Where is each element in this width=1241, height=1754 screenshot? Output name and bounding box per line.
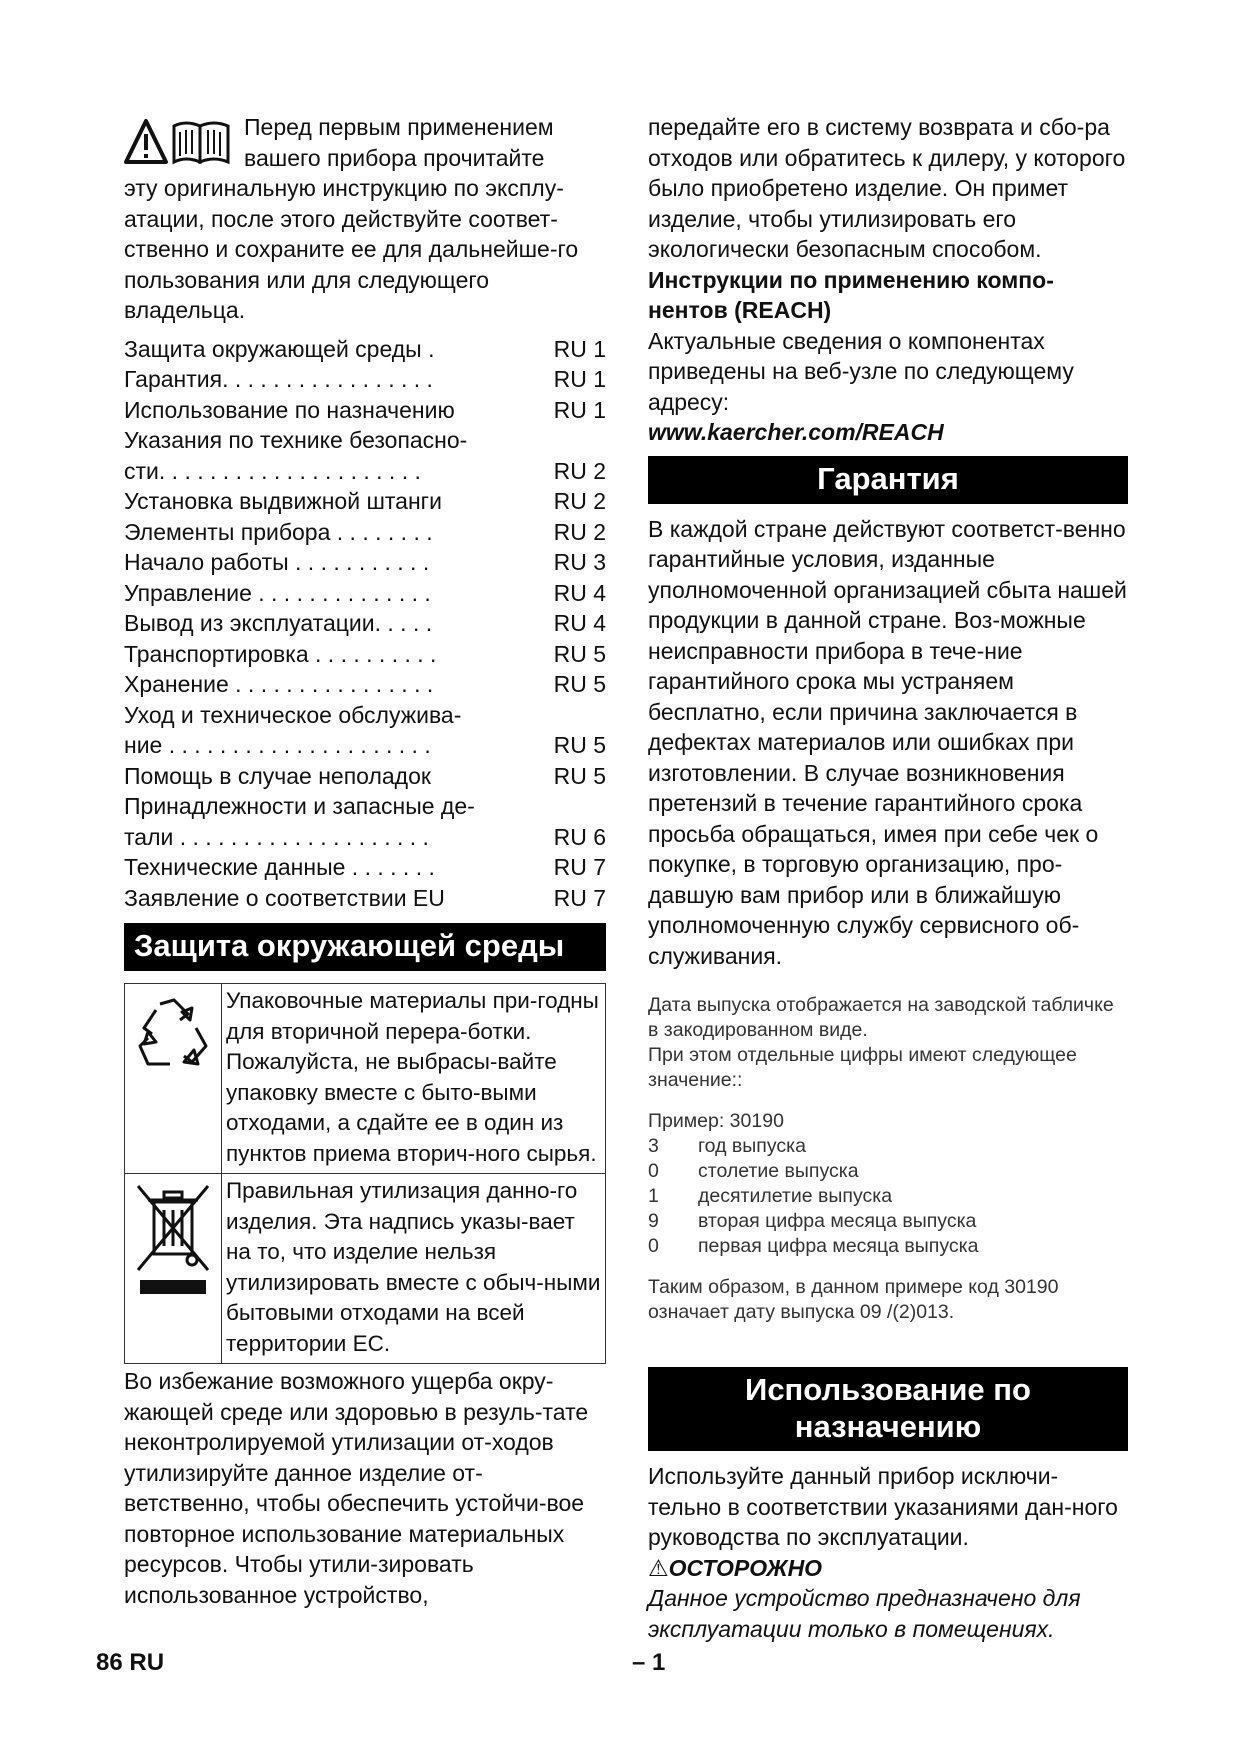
digit: 1 bbox=[648, 1185, 659, 1207]
toc-entry-maintenance[interactable] bbox=[124, 700, 606, 761]
digit-meaning: столетие выпуска bbox=[698, 1160, 859, 1182]
warning-text: Данное устройство предназначено для эксплуатации только в помещениях. bbox=[648, 1585, 1081, 1642]
plate-intro-2: При этом отдельные цифры имеют следующее значение:: bbox=[648, 1044, 1077, 1091]
list-item bbox=[648, 1209, 1128, 1234]
toc-entry-guarantee[interactable] bbox=[124, 364, 606, 395]
list-item bbox=[648, 1184, 1128, 1209]
intro-block bbox=[124, 112, 606, 326]
toc-page: RU 1 bbox=[553, 366, 606, 392]
toc-title: Транспортировка . . . . . . . . . . bbox=[124, 640, 437, 667]
toc-title: Хранение . . . . . . . . . . . . . . . . bbox=[124, 671, 434, 697]
warning-icon: ⚠ bbox=[648, 1554, 669, 1581]
toc-title: Установка выдвижной штанги bbox=[124, 488, 442, 514]
plate-intro-1: Дата выпуска отображается на заводской табличке в закодированном виде. bbox=[648, 994, 1114, 1041]
intro-text: эту оригинальную инструкцию по эксплу-атации, после этого действуйте соответ-ственно и сохраните ее для дальнейше-го пользования или для следующего владельца. bbox=[124, 175, 579, 323]
table-row bbox=[125, 1174, 606, 1364]
footer-page-label: 86 RU bbox=[96, 1649, 165, 1676]
digit-meaning: первая цифра месяца выпуска bbox=[698, 1235, 979, 1257]
digit-meaning: десятилетие выпуска bbox=[698, 1185, 893, 1207]
disposal-text: Правильная утилизация данно-го изделия. Эта надпись указы-вает на то, что изделие нельзя утилизировать вместе с обыч-ными бытовыми отходами на всей территории ЕС. bbox=[222, 1174, 606, 1364]
toc-page: RU 4 bbox=[553, 579, 606, 606]
toc-entry-troubleshooting[interactable] bbox=[124, 761, 606, 792]
toc-page: RU 2 bbox=[553, 518, 606, 545]
section-heading-guarantee: Гарантия bbox=[648, 456, 1128, 504]
list-item bbox=[648, 1134, 1128, 1159]
toc-page: RU 2 bbox=[553, 488, 606, 514]
toc-entry-storage[interactable] bbox=[124, 669, 606, 700]
toc-page: RU 6 bbox=[553, 823, 606, 850]
toc-entry-start-up[interactable] bbox=[124, 547, 606, 578]
toc-title: Использование по назначению bbox=[124, 396, 455, 423]
toc-title: Начало работы . . . . . . . . . . . bbox=[124, 549, 430, 575]
warning-manual-icon bbox=[124, 118, 232, 170]
environment-table bbox=[124, 983, 606, 1364]
footer-page-number: – 1 bbox=[632, 1649, 666, 1676]
toc-page: RU 3 bbox=[553, 549, 606, 575]
digit: 9 bbox=[648, 1210, 659, 1232]
left-column bbox=[124, 112, 606, 1610]
intended-use-text: Используйте данный прибор исключи-тельно в соответствии указаниями дан-ного руководства по эксплуатации. bbox=[648, 1463, 1118, 1550]
plate-example: Пример: 30190 bbox=[648, 1110, 784, 1132]
toc-page: RU 7 bbox=[553, 884, 606, 911]
toc-entry-shutdown[interactable] bbox=[124, 608, 606, 639]
crossed-bin-icon bbox=[130, 1180, 216, 1300]
toc-title: Защита окружающей среды . bbox=[124, 335, 435, 362]
toc-page: RU 5 bbox=[553, 671, 606, 697]
digit-meaning: вторая цифра месяца выпуска bbox=[698, 1210, 977, 1232]
toc-entry-device-elements[interactable] bbox=[124, 517, 606, 548]
digit-meaning: год выпуска bbox=[698, 1135, 806, 1157]
environment-continuation: передайте его в систему возврата и сбо-ра отходов или обратитесь к дилеру, у которого было приобретено изделие. Он примет изделие, чтобы утилизировать его экологически безопасным способом. bbox=[648, 114, 1126, 262]
packaging-text: Упаковочные материалы при-годны для вторичной перера-ботки. Пожалуйста, не выбрасы-вайте упаковку вместе с быто-выми отходами, а сдайте ее в один из пунктов приема вторич-ного сырья. bbox=[222, 984, 606, 1174]
intro-line-2: вашего прибора прочитайте bbox=[244, 144, 545, 171]
digit: 0 bbox=[648, 1160, 659, 1182]
toc-title-continued: тали . . . . . . . . . . . . . . . . . . . . bbox=[124, 823, 429, 850]
toc-page: RU 2 bbox=[553, 457, 606, 484]
section-heading-environment: Защита окружающей среды bbox=[124, 923, 606, 971]
toc-page: RU 7 bbox=[553, 854, 606, 880]
table-row bbox=[125, 984, 606, 1174]
guarantee-text: В каждой стране действуют соответст-венно гарантийные условия, изданные уполномоченной организацией сбыта нашей продукции в данной стране. Воз-можные неисправности прибора в тече-ние гарантийного срока мы устраняем бесплатно, если причина заключается в дефектах материалов или ошибках при изготовлении. В случае возникновения претензий в течение гарантийного срока просьба обращаться, имея при себе чек о покупке, в торговую организацию, про-давшую вам прибор или в ближайшую уполномоченную службу сервисного об-служивания. bbox=[648, 515, 1127, 969]
digit: 0 bbox=[648, 1235, 659, 1257]
toc-entry-technical-data[interactable] bbox=[124, 852, 606, 883]
toc-title: Заявление о соответствии EU bbox=[124, 884, 445, 911]
list-item bbox=[648, 1234, 1128, 1259]
toc-title: Управление . . . . . . . . . . . . . . bbox=[124, 579, 431, 606]
toc-title-continued: ние . . . . . . . . . . . . . . . . . . . . . bbox=[124, 732, 431, 758]
toc-title-continued: сти. . . . . . . . . . . . . . . . . . . . . bbox=[124, 457, 421, 484]
list-item bbox=[648, 1159, 1128, 1184]
environment-paragraph: Во избежание возможного ущерба окру-жающей среде или здоровью в резуль-тате неконтролируемой утилизации от-ходов утилизируйте данное изделие от-ветственно, чтобы обеспечить устойчи-вое повторное использование материальных ресурсов. Чтобы утили-зировать использованное устройство, bbox=[124, 1368, 589, 1608]
toc-entry-operation[interactable] bbox=[124, 578, 606, 609]
toc-title: Технические данные . . . . . . . bbox=[124, 854, 435, 880]
intro-line-1: Перед первым применением bbox=[244, 114, 554, 140]
toc-title: Элементы прибора . . . . . . . . bbox=[124, 518, 433, 545]
toc-entry-telescopic-rod[interactable] bbox=[124, 486, 606, 517]
reach-title: Инструкции по применению компо-нентов (REACH) bbox=[648, 266, 1054, 323]
digit: 3 bbox=[648, 1135, 659, 1157]
reach-link[interactable]: www.kaercher.com/REACH bbox=[648, 419, 944, 445]
recycle-icon bbox=[130, 990, 216, 1076]
toc-title: Уход и техническое обслужива- bbox=[124, 701, 462, 728]
warning-label: ОСТОРОЖНО bbox=[668, 1554, 823, 1581]
toc-entry-safety[interactable] bbox=[124, 425, 606, 486]
toc-entry-eu-declaration[interactable] bbox=[124, 883, 606, 914]
date-code-info bbox=[648, 993, 1128, 1325]
toc-title: Указания по технике безопасно- bbox=[124, 427, 468, 453]
toc-page: RU 5 bbox=[553, 640, 606, 667]
toc-entry-transport[interactable] bbox=[124, 639, 606, 670]
toc-entry-intended-use[interactable] bbox=[124, 395, 606, 426]
section-heading-intended-use bbox=[648, 1367, 1128, 1451]
toc-page: RU 5 bbox=[553, 762, 606, 789]
toc-title: Принадлежности и запасные де- bbox=[124, 793, 475, 819]
heading-line: назначению bbox=[794, 1409, 982, 1444]
toc-title: Гарантия. . . . . . . . . . . . . . . . . bbox=[124, 366, 433, 392]
toc-page: RU 1 bbox=[553, 396, 606, 423]
plate-summary: Таким образом, в данном примере код 30190 означает дату выпуска 09 /(2)013. bbox=[648, 1276, 1059, 1323]
warning-title bbox=[648, 1553, 1128, 1584]
toc-page: RU 4 bbox=[553, 610, 606, 636]
table-of-contents bbox=[124, 334, 606, 914]
toc-page: RU 5 bbox=[553, 732, 606, 758]
reach-text: Актуальные сведения о компонентах приведены на веб-узле по следующему адресу: bbox=[648, 327, 1074, 415]
toc-page: RU 1 bbox=[553, 335, 606, 362]
toc-title: Помощь в случае неполадок bbox=[124, 762, 431, 789]
right-column bbox=[648, 112, 1128, 1644]
toc-entry-accessories[interactable] bbox=[124, 791, 606, 852]
toc-title: Вывод из эксплуатации. . . . . bbox=[124, 610, 433, 636]
heading-line: Использование по bbox=[745, 1372, 1031, 1407]
toc-entry-environment[interactable] bbox=[124, 334, 606, 365]
